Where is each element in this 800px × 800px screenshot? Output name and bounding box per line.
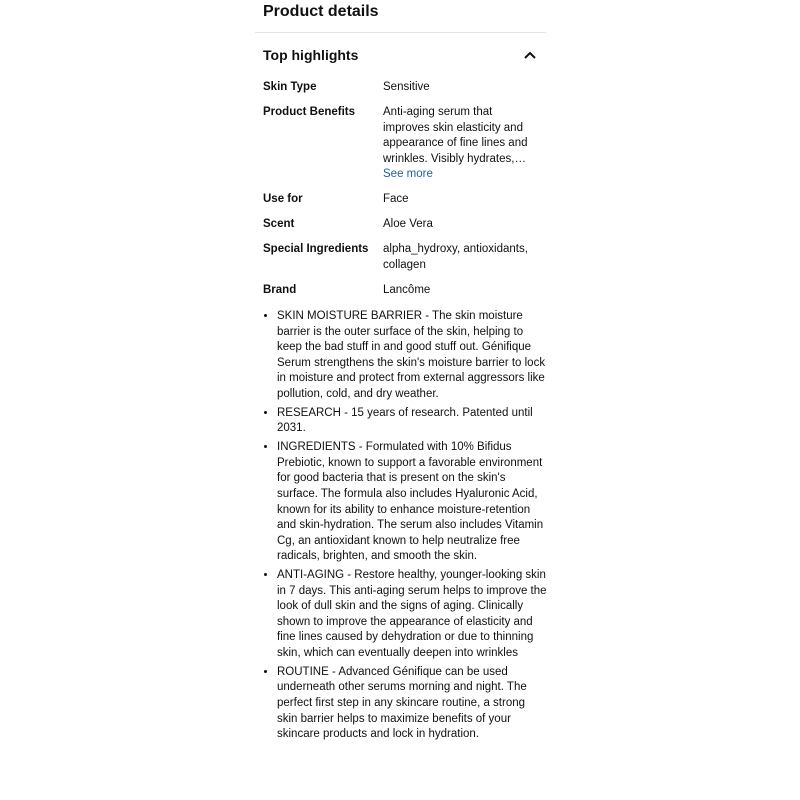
bullet-item: • ROUTINE - Advanced Génifique can be used underneath other serums morning and night. The perfect first step in any skincare routine, a strong skin barrier helps to maximize benefits of your skincare products and lock in hydration. xyxy=(277,665,547,743)
section-title: Top highlights xyxy=(263,47,359,63)
top-highlights-toggle[interactable] xyxy=(263,45,538,65)
attr-key: Product Benefits xyxy=(263,106,356,118)
attr-row xyxy=(263,192,543,208)
attr-row xyxy=(263,80,543,96)
bullet-item: • RESEARCH - 15 years of research. Patented until 2031. xyxy=(277,406,547,437)
attr-value: Lancôme xyxy=(383,283,431,296)
attr-key: Brand xyxy=(263,283,297,296)
attr-value: Anti-aging serum that improves skin elasticity and appearance of fine lines and wrinkles. Visibly hydrates,… xyxy=(383,106,528,165)
attr-row xyxy=(263,283,543,299)
page-title: Product details xyxy=(263,3,379,20)
attr-value: Sensitive xyxy=(383,81,430,93)
attr-row xyxy=(263,242,543,273)
see-more-link[interactable]: See more xyxy=(383,168,433,180)
feature-bullets xyxy=(268,309,547,746)
attr-row xyxy=(263,105,543,183)
attr-key: Special Ingredients xyxy=(263,243,369,255)
bullet-item: • ANTI-AGING - Restore healthy, younger-looking skin in 7 days. This anti-aging serum helps to improve the look of dull skin and the signs of aging. Clinically shown to improve the appearance of elasticity and fine lines caused by dehydration or due to thinning skin, which can eventually deepen into wrinkles xyxy=(277,568,547,662)
attr-row xyxy=(263,217,543,233)
attr-key: Use for xyxy=(263,193,303,205)
highlights-table xyxy=(263,80,543,308)
attr-value: Aloe Vera xyxy=(383,218,433,230)
attr-value: alpha_hydroxy, antioxidants, collagen xyxy=(383,243,528,271)
bullet-item: • INGREDIENTS - Formulated with 10% Bifidus Prebiotic, known to support a favorable environment for good bacteria that is present on the skin's surface. The formula also includes Hyaluronic Acid, known for its ability to enhance moisture-retention and skin-hydration. The serum also includes Vitamin Cg, an antioxidant known to help neutralize free radicals, brighten, and smooth the skin. xyxy=(277,440,547,565)
attr-key: Scent xyxy=(263,218,295,230)
attr-value: Face xyxy=(383,193,409,205)
chevron-up-icon[interactable] xyxy=(522,47,538,63)
bullet-item: • SKIN MOISTURE BARRIER - The skin moisture barrier is the outer surface of the skin, helping to keep the bad stuff in and good stuff out. Génifique Serum strengthens the skin's moisture barrier to lock in moisture and protect from external aggressors like pollution, cold, and dry weather. xyxy=(277,309,547,403)
attr-key: Skin Type xyxy=(263,81,317,93)
divider xyxy=(255,32,546,33)
